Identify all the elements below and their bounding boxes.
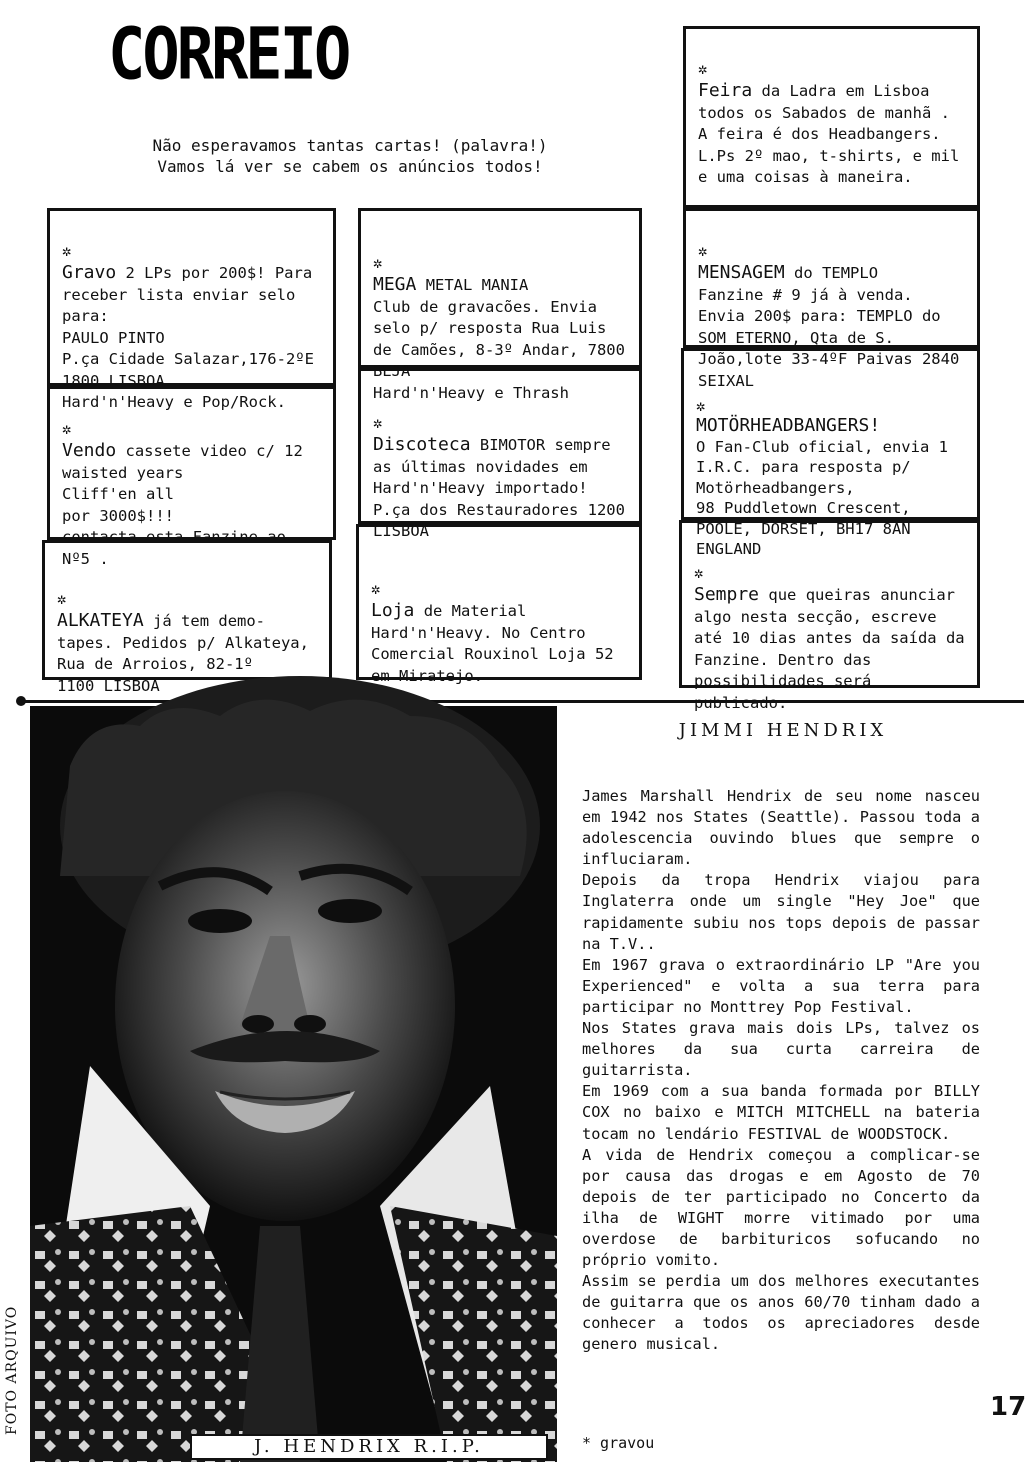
ad-box: [679, 520, 980, 688]
article-title: JIMMI HENDRIX: [678, 720, 888, 741]
ad-text: da Ladra em Lisboa todos os Sabados de manhã . A feira é dos Headbangers. L.Ps 2º mao, t-shirts, e mil e uma coisas à maneira.: [698, 82, 960, 186]
asterisk-icon: ✲: [373, 253, 383, 272]
asterisk-icon: ✲: [371, 579, 381, 598]
ad-lead: MEGA: [373, 274, 417, 295]
ad-text: O Fan-Club oficial, envia 1 I.R.C. para resposta p/ Motörheadbangers, 98 Puddletown Crescent, POOLE, DORSET, BH17 8AN ENGLAND: [696, 437, 948, 558]
asterisk-icon: ✲: [62, 241, 72, 260]
photo-caption: J. HENDRIX R.I.P.: [190, 1434, 548, 1460]
ad-lead: Feira: [698, 80, 753, 101]
photo-credit: FOTO ARQUIVO: [4, 1305, 20, 1435]
ad-box: [683, 26, 980, 208]
ad-text: de Material Hard'n'Heavy. No Centro Comercial Rouxinol Loja 52 em Miratejo.: [371, 602, 614, 685]
asterisk-icon: ✲: [698, 241, 708, 260]
asterisk-icon: ✲: [698, 59, 708, 78]
asterisk-icon: ✲: [373, 413, 383, 432]
ad-box: [681, 348, 980, 558]
ad-lead: Gravo: [62, 262, 117, 283]
ad-lead: Vendo: [62, 440, 117, 461]
portrait-illustration: [30, 706, 557, 1462]
article-body: James Marshall Hendrix de seu nome nasceu em 1942 nos States (Seattle). Passou toda a adolescencia ouvindo blues que sempre o influciaram. Depois da tropa Hendrix viajou para Inglaterra onde um single "Hey Joe" que rapidamente subiu nos tops depois de passar na T.V.. Em 1967 grava o extraordinário LP "Are you Experienced" e volta a sua terra para participar no Monttrey Pop Festival. Nos States grava mais dois LPs, talvez os melhores da sua curta carreira de guitarrista. Em 1969 com a sua banda formada por BILLY COX no baixo e MITCH MITCHELL na bateria tocam no lendário FESTIVAL de WOODSTOCK. A vida de Hendrix começou a complicar-se por causa das drogas e em Agosto de 70 depois de ter participado no Concerto da ilha de WIGHT morre vitimado por uma overdose de barbituricos sofucando no próprio vomito. Assim se perdia um dos melhores executantes de guitarra que os anos 60/70 tinham dado a conhecer a todos os apreciadores desde genero musical.: [582, 787, 980, 1354]
ad-box: [42, 540, 332, 695]
ad-lead: ALKATEYA: [57, 610, 144, 631]
ad-box: [47, 208, 336, 411]
ad-box: [683, 208, 980, 390]
ad-box: [356, 524, 642, 685]
ad-text: METAL MANIA Club de gravacões. Envia selo p/ resposta Rua Luis de Camões, 8-3º Andar, 7800 BEJA Hard'n'Heavy e Thrash: [373, 276, 625, 402]
ad-text: do TEMPLO Fanzine # 9 já à venda. Envia 200$ para: TEMPLO do SOM ETERNO, Qta de S. João,lote 33-4ºF Paivas 2840 SEIXAL: [698, 264, 960, 390]
ad-lead: Sempre: [694, 584, 760, 605]
ad-lead: Discoteca: [373, 434, 471, 455]
article-footnote: * gravou: [582, 1434, 655, 1452]
ad-lead: Loja: [371, 600, 415, 621]
ad-text: cassete video c/ 12 waisted years Cliff'en all por 3000$!!! contacta esta Fanzine ao Nº5 .: [62, 442, 303, 568]
asterisk-icon: ✲: [57, 589, 67, 608]
ad-lead: MENSAGEM: [698, 262, 785, 283]
ad-lead: MOTÖRHEADBANGERS!: [696, 415, 881, 436]
page-number: 17: [990, 1392, 1026, 1422]
ad-box: [358, 208, 642, 402]
ad-text: já tem demo-tapes. Pedidos p/ Alkateya, Rua de Arroios, 82-1º 1100 LISBOA: [57, 612, 309, 695]
hendrix-photo: [30, 706, 557, 1462]
asterisk-icon: ✲: [694, 563, 704, 582]
intro-text: Não esperavamos tantas cartas! (palavra!) Vamos lá ver se cabem os anúncios todos!: [152, 136, 548, 176]
ad-box: [47, 386, 336, 568]
ad-text: 2 LPs por 200$! Para receber lista enviar selo para: PAULO PINTO P.ça Cidade Salazar,176-2ºE 1800 LISBOA Hard'n'Heavy e Pop/Rock.: [62, 264, 314, 411]
asterisk-icon: ✲: [62, 419, 72, 438]
ad-text: que queiras anunciar algo nesta secção, escreve até 10 dias antes da saída da Fanzine. Dentro das possibilidades será: [694, 586, 965, 690]
divider-dot: [16, 696, 26, 706]
page-title: CORREIO: [108, 11, 349, 96]
ad-text: BIMOTOR sempre as últimas novidades em Hard'n'Heavy importado! P.ça dos Restauradores 1200 LISBOA: [373, 436, 625, 540]
ad-box: [358, 368, 642, 540]
asterisk-icon: ✲: [696, 396, 706, 415]
